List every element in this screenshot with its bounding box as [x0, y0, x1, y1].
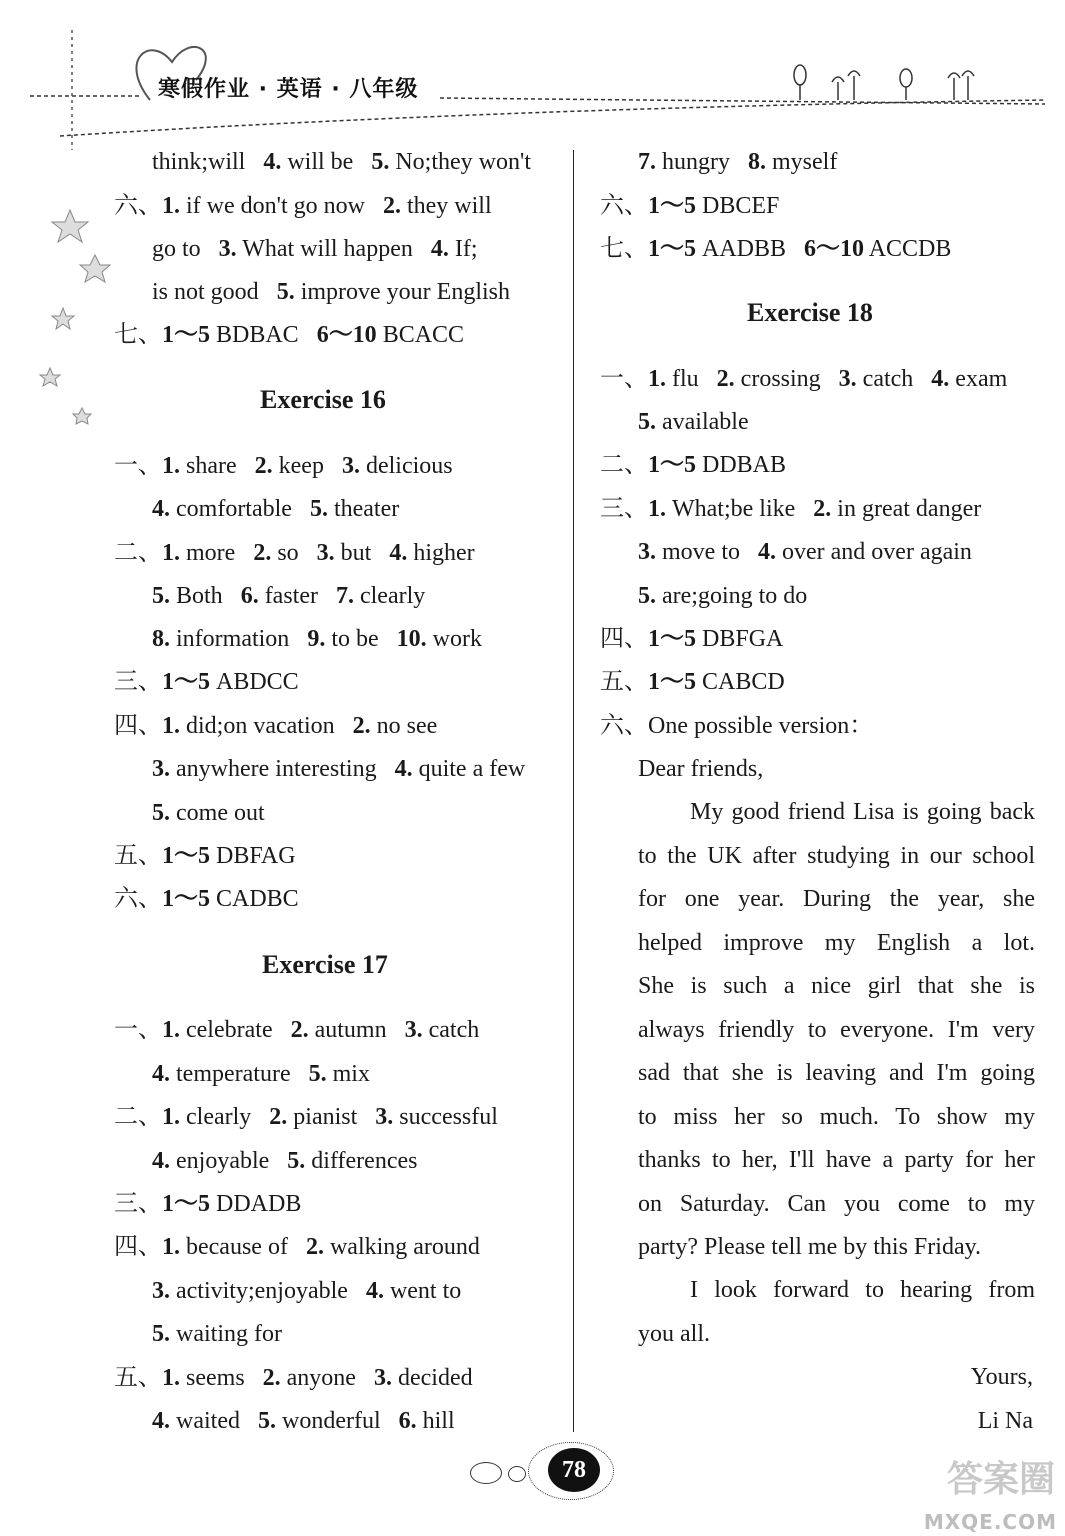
answer-line: 3. activity;enjoyable 4. went to [152, 1278, 462, 1304]
letter-line: thanks to her, I'll have a party for her [638, 1147, 1035, 1173]
letter-line: My good friend Lisa is going back [690, 799, 1035, 825]
answer-line: 一、1. flu 2. crossing 3. catch 4. exam [600, 366, 1008, 392]
exercise-heading: Exercise 16 [260, 385, 386, 414]
exercise-heading: Exercise 18 [747, 298, 873, 327]
answer-line: 六、1～5 DBCEF [600, 193, 780, 219]
letter-line: to the UK after studying in our school [638, 842, 1035, 869]
letter-line: I look forward to hearing from [690, 1277, 1035, 1303]
answer-line: 7. hungry 8. myself [638, 149, 838, 175]
answer-line: is not good 5. improve your English [152, 279, 510, 305]
answer-line: 四、1～5 DBFGA [600, 626, 784, 652]
answer-line: 四、1. because of 2. walking around [114, 1234, 480, 1260]
answer-line: 5. waiting for [152, 1321, 282, 1347]
letter-line: She is such a nice girl that she is [638, 973, 1035, 999]
answer-line: 四、1. did;on vacation 2. no see [114, 713, 438, 739]
answer-line: 五、1～5 DBFAG [114, 843, 296, 869]
answer-line: 三、1～5 ABDCC [114, 669, 299, 695]
answer-line: 5. come out [152, 800, 265, 826]
answer-line: 5. are;going to do [638, 583, 808, 609]
letter-line: party? Please tell me by this Friday. [638, 1234, 982, 1260]
answer-line: think;will 4. will be 5. No;they won't [152, 149, 531, 175]
watermark-url: MXQE.COM [923, 1510, 1057, 1534]
answer-line: 一、1. celebrate 2. autumn 3. catch [114, 1017, 480, 1043]
answer-line: 五、1～5 CABCD [600, 669, 785, 695]
answer-line: 六、One possible version： [600, 713, 874, 739]
letter-closing: Yours, [970, 1364, 1033, 1390]
answer-line: 三、1～5 DDADB [114, 1191, 302, 1217]
letter-line: helped improve my English a lot. [638, 929, 1035, 956]
answer-line: 4. enjoyable 5. differences [152, 1148, 418, 1174]
letter-signature: Li Na [977, 1408, 1033, 1434]
exercise-heading: Exercise 17 [262, 950, 388, 979]
answer-line: 3. move to 4. over and over again [638, 539, 972, 565]
answer-line: go to 3. What will happen 4. If; [152, 236, 478, 262]
answer-line: 5. Both 6. faster 7. clearly [152, 583, 426, 609]
letter-line: for one year. During the year, she [638, 886, 1035, 912]
answer-line: 二、1. more 2. so 3. but 4. higher [114, 540, 475, 566]
answer-line: 六、1. if we don't go now 2. they will [114, 193, 492, 219]
watermark-logo: 答案圈 [946, 1459, 1055, 1500]
answer-line: 二、1～5 DDBAB [600, 452, 787, 478]
letter-line: on Saturday. Can you come to my [638, 1190, 1035, 1217]
header-title: 寒假作业 · 英语 · 八年级 [158, 77, 419, 102]
letter-line: to miss her so much. To show my [638, 1103, 1035, 1130]
answer-line: 8. information 9. to be 10. work [152, 626, 482, 652]
letter-line: always friendly to everyone. I'm very [638, 1016, 1035, 1043]
answer-line: 七、1～5 BDBAC 6～10 BCACC [114, 322, 465, 348]
letter-greeting: Dear friends, [638, 756, 764, 782]
answer-line: 五、1. seems 2. anyone 3. decided [114, 1365, 473, 1391]
letter-line: you all. [638, 1320, 710, 1347]
answer-line: 4. comfortable 5. theater [152, 496, 400, 522]
column-divider [573, 150, 574, 1432]
answer-line: 4. waited 5. wonderful 6. hill [152, 1408, 455, 1434]
answer-line: 一、1. share 2. keep 3. delicious [114, 453, 453, 479]
answer-line: 5. available [638, 409, 749, 435]
answer-line: 七、1～5 AADBB 6～10 ACCDB [600, 236, 952, 262]
answer-line: 三、1. What;be like 2. in great danger [600, 496, 982, 522]
footer-ring-decoration [470, 1462, 502, 1484]
footer-ring-decoration [508, 1466, 526, 1482]
answer-line: 3. anywhere interesting 4. quite a few [152, 756, 526, 782]
answer-line: 二、1. clearly 2. pianist 3. successful [114, 1104, 498, 1130]
page-header [0, 0, 1065, 150]
answer-line: 4. temperature 5. mix [152, 1061, 370, 1087]
answer-line: 六、1～5 CADBC [114, 886, 299, 912]
letter-line: sad that she is leaving and I'm going [638, 1060, 1035, 1086]
page-number: 78 [548, 1448, 600, 1492]
